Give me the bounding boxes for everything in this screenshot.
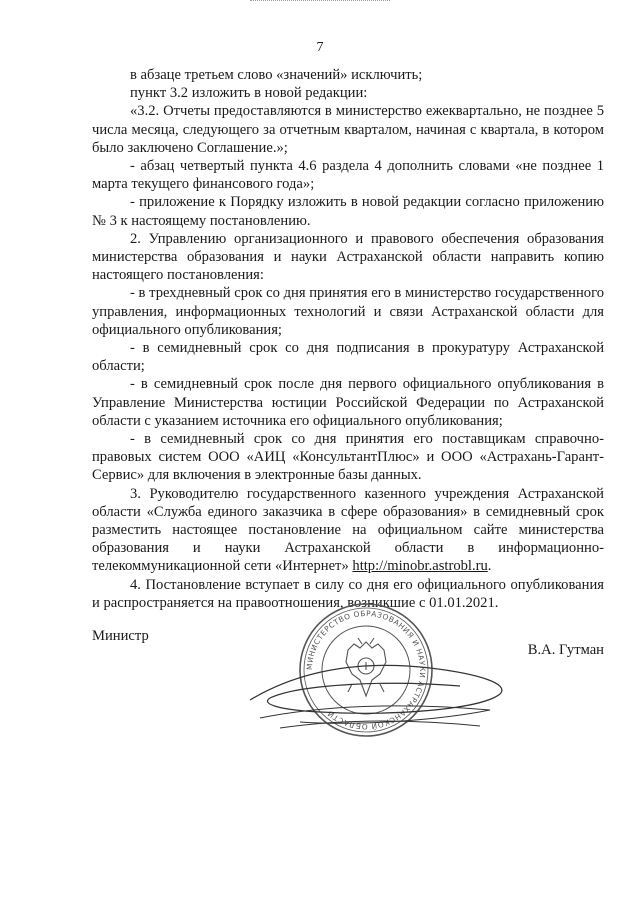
paragraph-website xyxy=(92,485,604,576)
website-link[interactable]: http://minobr.astrobl.ru xyxy=(352,558,488,575)
signer-name: В.А. Гутман xyxy=(527,642,604,658)
paragraph: 4. Постановление вступает в силу со дня его официального опубликования и распространяется на правоотношения, возникшие с 01.01.2021. xyxy=(92,576,604,611)
page-number: 7 xyxy=(316,40,324,55)
document-body xyxy=(92,66,604,612)
paragraph-text: 3. Руководителю государственного казенного учреждения Астраханской области «Служба единого заказчика в сфере образования» в семидневный срок разместить настоящее постановление на официальном сайте министерства образования и науки Астраханской области в информационно-телекоммуникационной сети «Интернет» xyxy=(92,485,604,575)
paragraph: «3.2. Отчеты предоставляются в министерство ежеквартально, не позднее 5 числа месяца, следующего за отчетным кварталом, начиная с квартала, в котором было заключено Соглашение.»; xyxy=(92,103,604,156)
paragraph: - в семидневный срок со дня подписания в прокуратуру Астраханской области; xyxy=(92,340,604,375)
paragraph: - в семидневный срок после дня первого официального опубликования в Управление Министерства юстиции Российской Федерации по Астраханской области с указанием источника его официального опубликования; xyxy=(92,376,604,429)
paragraph: - в трехдневный срок со дня принятия его в министерство государственного управления, информационных технологий и связи Астраханской области для официального опубликования; xyxy=(92,285,604,338)
paragraph: в абзаце третьем слово «значений» исключить; xyxy=(130,67,423,83)
scan-mark xyxy=(250,0,390,5)
seal-inscription: МИНИСТЕРСТВО ОБРАЗОВАНИЯ И НАУКИ АСТРАХАНСКОЙ ОБЛАСТИ xyxy=(304,608,428,732)
paragraph: пункт 3.2 изложить в новой редакции: xyxy=(130,85,368,102)
paragraph: 2. Управлению организационного и правового обеспечения образования министерства образования и науки Астраханской области направить копию настоящего постановления: xyxy=(92,230,604,284)
paragraph: - в семидневный срок со дня принятия его поставщикам справочно-правовых систем ООО «АИЦ «КонсультантПлюс» и ООО «Астрахань-Гарант-Сервис» для включения в электронные базы данных. xyxy=(92,431,604,484)
signer-title: Министр xyxy=(92,628,149,644)
paragraph: - приложение к Порядку изложить в новой редакции согласно приложению № 3 к настоящему постановлению. xyxy=(92,194,604,229)
signature-scrawl xyxy=(240,640,520,750)
paragraph: - абзац четвертый пункта 4.6 раздела 4 дополнить словами «не позднее 1 марта текущего финансового года»; xyxy=(92,158,604,193)
paragraph-text: . xyxy=(487,558,492,575)
